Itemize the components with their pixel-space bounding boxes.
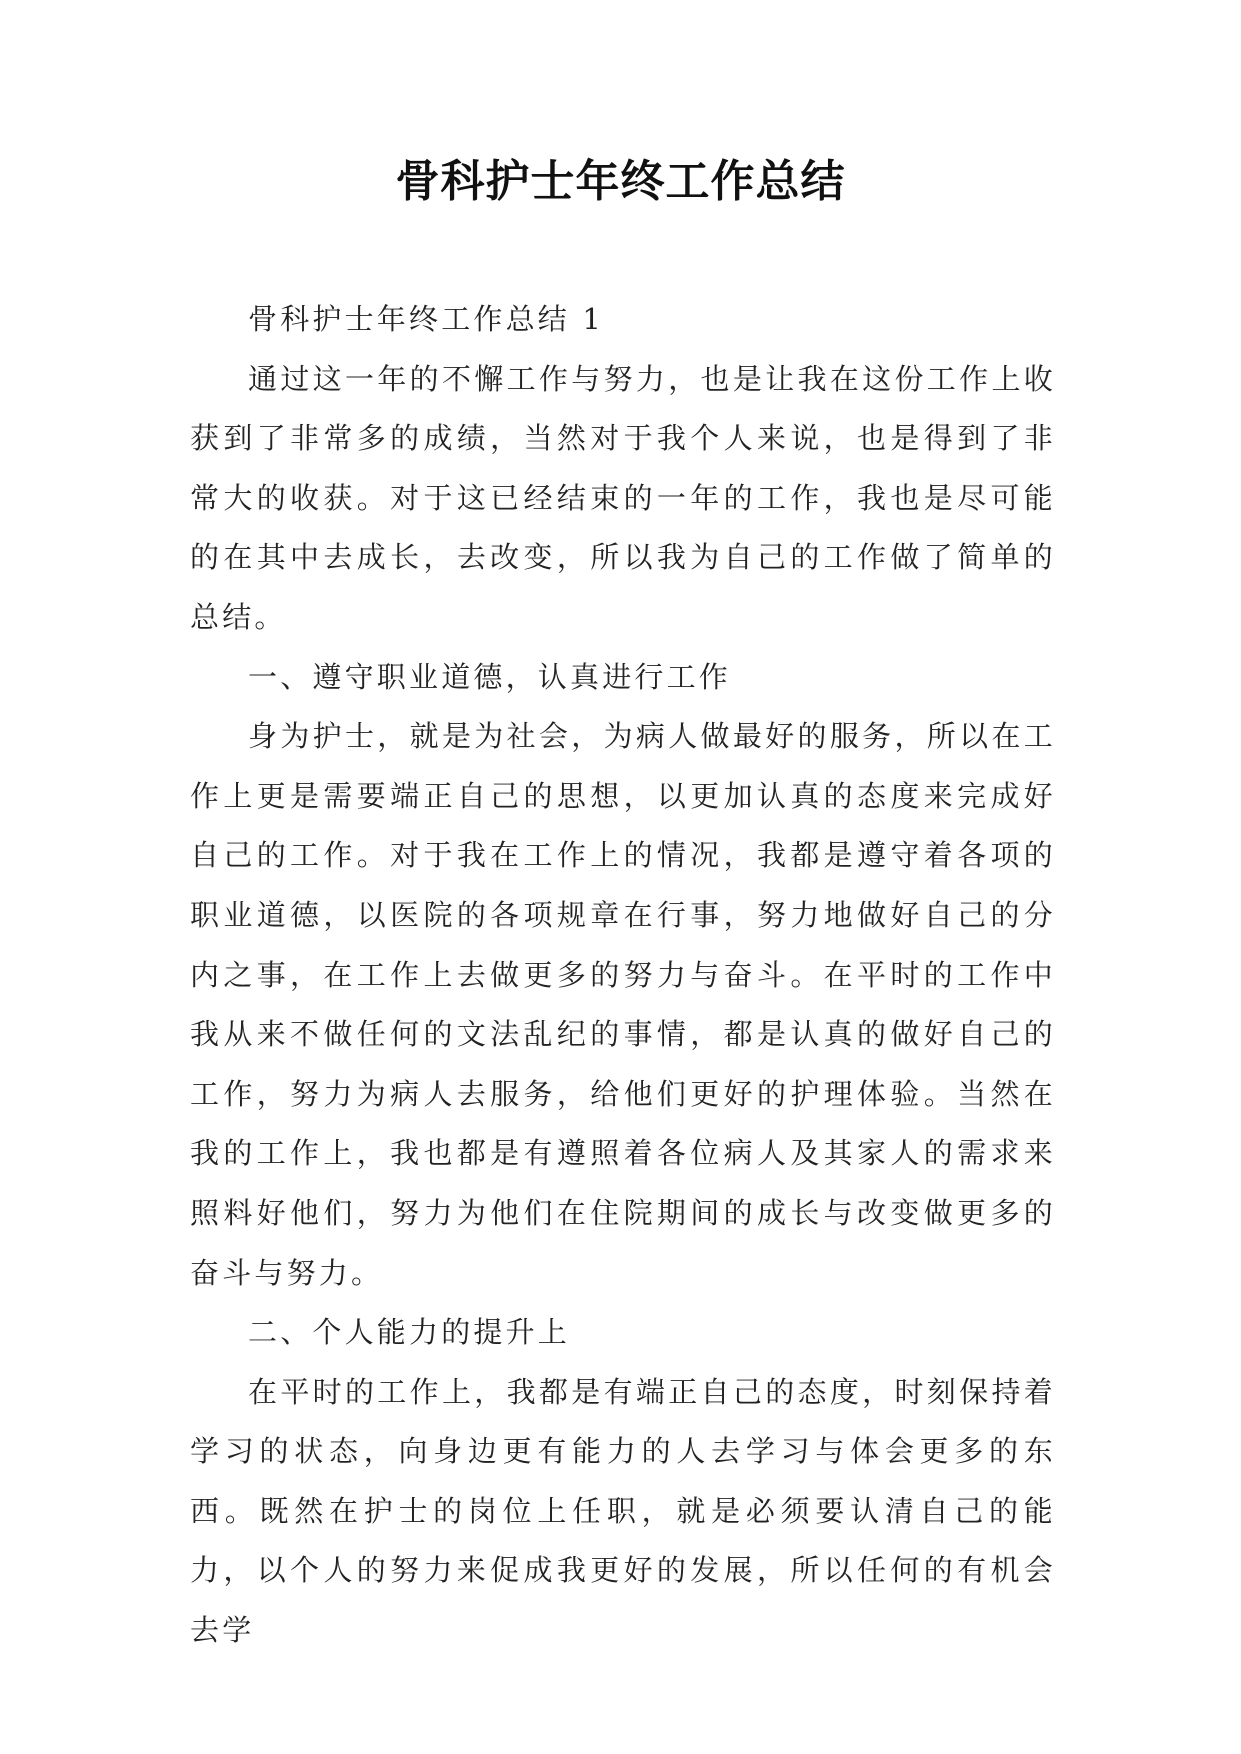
document-body <box>190 290 1056 1661</box>
section-heading: 一、遵守职业道德，认真进行工作 <box>248 659 732 694</box>
body-paragraph: 在平时的工作上，我都是有端正自己的态度，时刻保持着学习的状态，向身边更有能力的人去学习与体会更多的东西。既然在护士的岗位上任职，就是必须要认清自己的能力，以个人的努力来促成我更好的发展，所以任何的有机会去学 <box>190 1374 1056 1648</box>
body-paragraph: 身为护士，就是为社会，为病人做最好的服务，所以在工作上更是需要端正自己的思想，以更加认真的态度来完成好自己的工作。对于我在工作上的情况，我都是遵守着各项的职业道德，以医院的各项规章在行事，努力地做好自己的分内之事，在工作上去做更多的努力与奋斗。在平时的工作中我从来不做任何的文法乱纪的事情，都是认真的做好自己的工作，努力为病人去服务，给他们更好的护理体验。当然在我的工作上，我也都是有遵照着各位病人及其家人的需求来照料好他们，努力为他们在住院期间的成长与改变做更多的奋斗与努力。 <box>190 719 1056 1290</box>
section-heading: 二、个人能力的提升上 <box>248 1315 571 1350</box>
document-title: 骨科护士年终工作总结 <box>395 156 846 207</box>
body-paragraph: 通过这一年的不懈工作与努力，也是让我在这份工作上收获到了非常多的成绩，当然对于我个人来说，也是得到了非常大的收获。对于这已经结束的一年的工作，我也是尽可能的在其中去成长，去改变，所以我为自己的工作做了简单的总结。 <box>190 361 1056 634</box>
section-heading: 骨科护士年终工作总结 1 <box>248 302 605 336</box>
